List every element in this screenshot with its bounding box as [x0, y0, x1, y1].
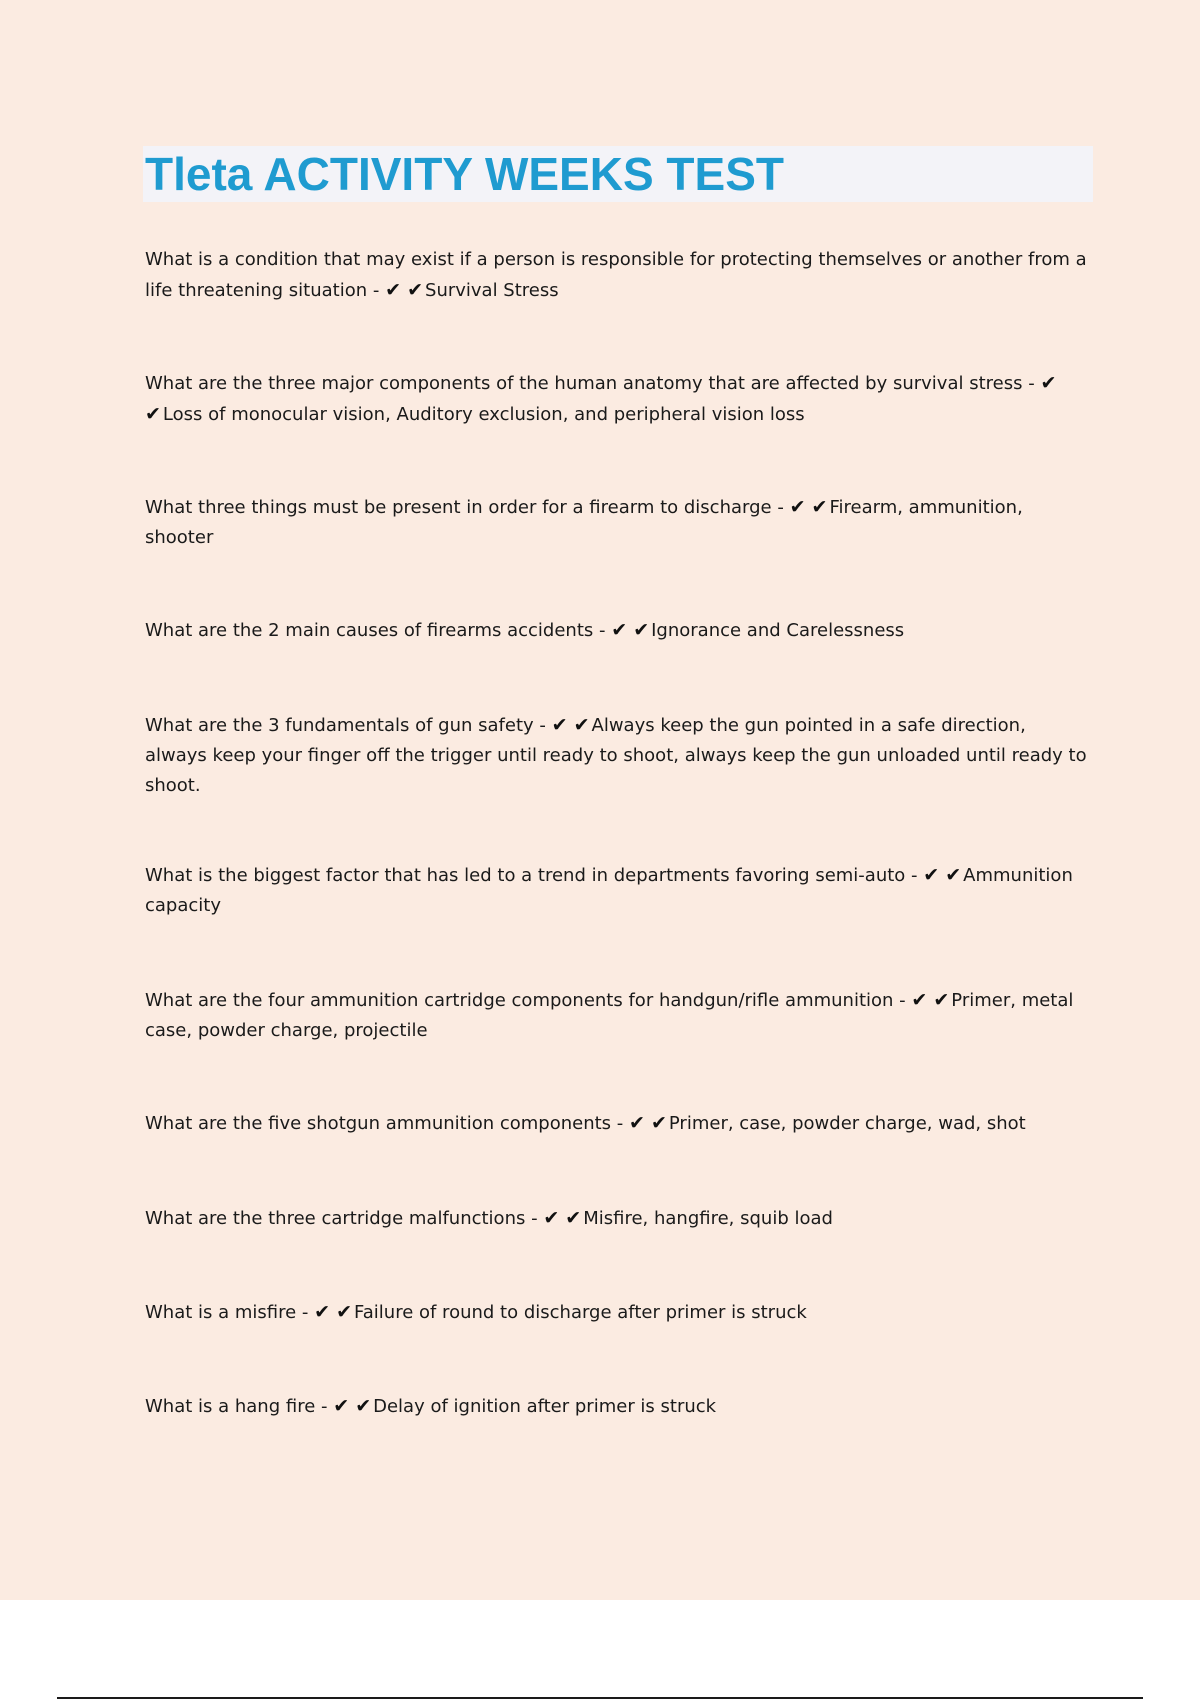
- qa-item: [145, 985, 1090, 1046]
- qa-item: [145, 492, 1090, 553]
- answer-text: Primer, case, powder charge, wad, shot: [668, 1113, 1026, 1134]
- answer-text: Firearm, ammunition, shooter: [145, 497, 1023, 548]
- qa-item: [145, 368, 1090, 430]
- question-text: What are the four ammunition cartridge components for handgun/rifle ammunition -: [145, 990, 906, 1011]
- qa-item: [145, 1297, 1090, 1328]
- answer-text: Survival Stress: [425, 280, 559, 301]
- checkmark-icon: ✔ ✔: [385, 279, 424, 301]
- question-text: What is a misfire -: [145, 1302, 309, 1323]
- question-text: What are the five shotgun ammunition components -: [145, 1113, 624, 1134]
- answer-text: Failure of round to discharge after primer is struck: [354, 1302, 807, 1323]
- page-divider: [57, 1697, 1143, 1699]
- question-text: What is a hang fire -: [145, 1396, 328, 1417]
- answer-text: Always keep the gun pointed in a safe direction, always keep your finger off the trigger until ready to shoot, always keep the gun unloaded until ready to shoot.: [145, 715, 1087, 796]
- answer-text: Delay of ignition after primer is struck: [373, 1396, 717, 1417]
- checkmark-icon: ✔ ✔: [145, 372, 1057, 425]
- answer-text: Ignorance and Carelessness: [651, 620, 905, 641]
- checkmark-icon: ✔ ✔: [789, 496, 828, 518]
- question-text: What is the biggest factor that has led to a trend in departments favoring semi-auto -: [145, 865, 918, 886]
- checkmark-icon: ✔ ✔: [333, 1395, 372, 1417]
- qa-item: [145, 1203, 1090, 1234]
- document-title: Tleta ACTIVITY WEEKS TEST: [145, 148, 784, 200]
- answer-text: Primer, metal case, powder charge, projectile: [145, 990, 1074, 1041]
- answer-text: Loss of monocular vision, Auditory exclusion, and peripheral vision loss: [162, 404, 805, 425]
- question-text: What three things must be present in order for a firearm to discharge -: [145, 497, 784, 518]
- question-text: What are the 2 main causes of firearms accidents -: [145, 620, 606, 641]
- qa-item: [145, 615, 1090, 646]
- checkmark-icon: ✔ ✔: [543, 1207, 582, 1229]
- checkmark-icon: ✔ ✔: [314, 1301, 353, 1323]
- checkmark-icon: ✔ ✔: [551, 714, 590, 736]
- checkmark-icon: ✔ ✔: [923, 864, 962, 886]
- question-text: What is a condition that may exist if a person is responsible for protecting themselves or another from a life threatening situation -: [145, 249, 1087, 301]
- answer-text: Misfire, hangfire, squib load: [583, 1208, 833, 1229]
- question-text: What are the three cartridge malfunctions -: [145, 1208, 538, 1229]
- qa-item: [145, 1108, 1090, 1139]
- question-text: What are the three major components of the human anatomy that are affected by survival stress -: [145, 373, 1035, 394]
- checkmark-icon: ✔ ✔: [611, 619, 650, 641]
- answer-text: Ammunition capacity: [145, 865, 1073, 916]
- checkmark-icon: ✔ ✔: [629, 1112, 667, 1134]
- qa-item: [145, 245, 1090, 306]
- qa-item: [145, 1391, 1090, 1422]
- checkmark-icon: ✔ ✔: [911, 989, 950, 1011]
- qa-item: [145, 860, 1090, 921]
- question-text: What are the 3 fundamentals of gun safety -: [145, 715, 546, 736]
- qa-item: [145, 710, 1090, 801]
